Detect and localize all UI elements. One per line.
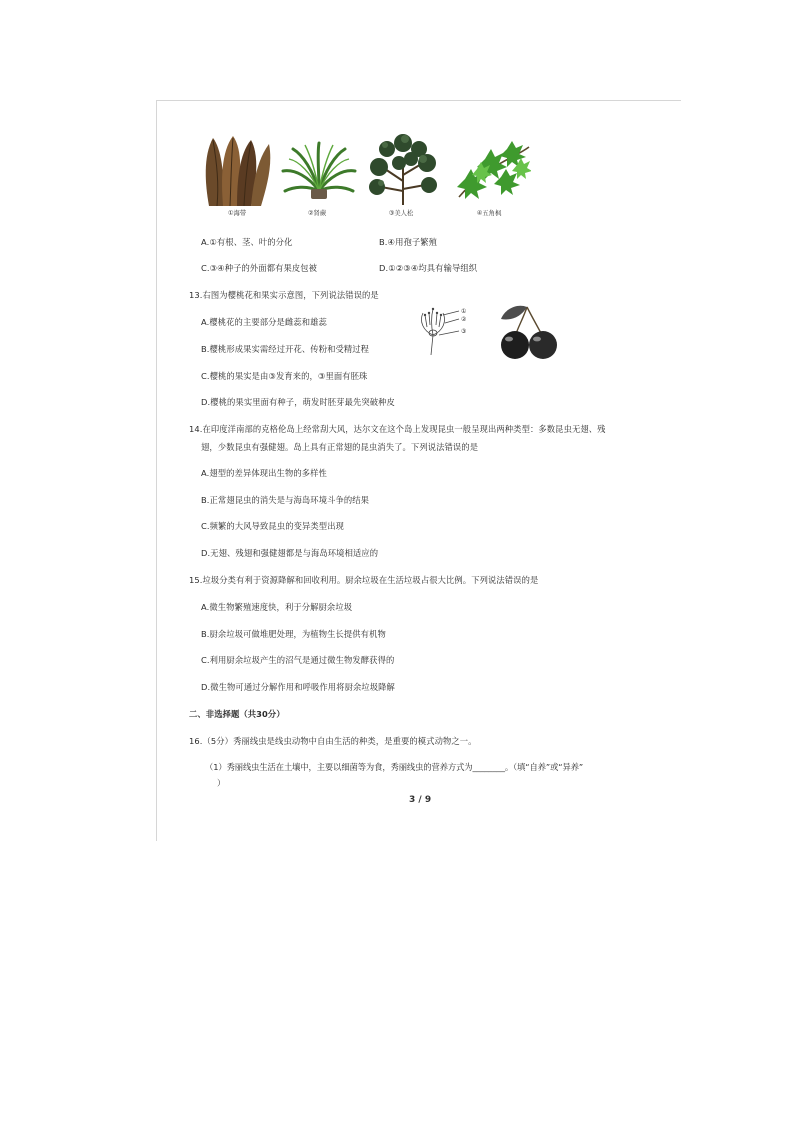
page-number: 3 / 9 — [409, 795, 432, 805]
q14-stem-line1: 14.在印度洋南部的克格伦岛上经常刮大风，达尔文在这个岛上发现昆虫一般呈现出两种类型：多数昆虫无翅、残 — [189, 424, 606, 434]
caption-fern: ②肾蕨 — [307, 210, 327, 217]
q15-option-b: B.厨余垃圾可做堆肥处理，为植物生长提供有机物 — [201, 629, 386, 639]
callout-1: ① — [461, 308, 467, 315]
q15-option-a: A.微生物繁殖速度快，利于分解厨余垃圾 — [201, 602, 353, 612]
exam-page — [156, 100, 681, 841]
q14-stem-line2: 翅，少数昆虫有强健翅。岛上具有正常翅的昆虫消失了。下列说法错误的是 — [201, 442, 479, 452]
q14-option-a: A.翅型的差异体现出生物的多样性 — [201, 468, 327, 478]
maple-image — [451, 139, 531, 201]
q13-option-c: C.樱桃的果实是由③发育来的，③里面有胚珠 — [201, 371, 368, 381]
callout-3: ③ — [461, 328, 467, 335]
q16-sub1-line1: （1）秀丽线虫生活在土壤中，主要以细菌等为食，秀丽线虫的营养方式为________。（填“自养”或“异养” — [205, 762, 584, 772]
pine-image — [363, 131, 443, 207]
q12-option-d: D.①②③④均具有输导组织 — [379, 263, 478, 273]
q15-option-d: D.微生物可通过分解作用和呼吸作用将厨余垃圾降解 — [201, 682, 395, 692]
q16-stem: 16.（5分）秀丽线虫是线虫动物中自由生活的种类，是重要的模式动物之一。 — [189, 736, 477, 746]
caption-maple: ④五角枫 — [476, 210, 502, 217]
caption-kelp: ①海带 — [227, 210, 247, 217]
cherry-fruit-image — [497, 303, 565, 361]
q12-option-b: B.④用孢子繁殖 — [379, 237, 438, 247]
fern-image — [279, 141, 359, 201]
q15-stem: 15.垃圾分类有利于资源降解和回收利用。厨余垃圾在生活垃圾占很大比例。下列说法错误的是 — [189, 575, 539, 585]
q14-option-b: B.正常翅昆虫的消失是与海岛环境斗争的结果 — [201, 495, 370, 505]
q14-option-c: C.频繁的大风导致昆虫的变异类型出现 — [201, 521, 344, 531]
q13-stem: 13.右图为樱桃花和果实示意图，下列说法错误的是 — [189, 290, 379, 300]
cherry-flower-diagram — [413, 305, 477, 357]
callout-2: ② — [461, 316, 467, 323]
q13-option-b: B.樱桃形成果实需经过开花、传粉和受精过程 — [201, 344, 370, 354]
q12-option-c: C.③④种子的外面都有果皮包被 — [201, 263, 318, 273]
q16-sub1-line2: ） — [217, 778, 226, 788]
q12-option-a: A.①有根、茎、叶的分化 — [201, 237, 293, 247]
q13-option-a: A.樱桃花的主要部分是雌蕊和雄蕊 — [201, 317, 327, 327]
q14-option-d: D.无翅、残翅和强健翅都是与海岛环境相适应的 — [201, 548, 379, 558]
q13-option-d: D.樱桃的果实里面有种子，萌发时胚芽最先突破种皮 — [201, 397, 395, 407]
q15-option-c: C.利用厨余垃圾产生的沼气是通过微生物发酵获得的 — [201, 655, 395, 665]
section-title: 二、非选择题（共30分） — [189, 709, 285, 719]
kelp-image — [199, 134, 275, 208]
caption-pine: ③美人松 — [388, 210, 414, 217]
